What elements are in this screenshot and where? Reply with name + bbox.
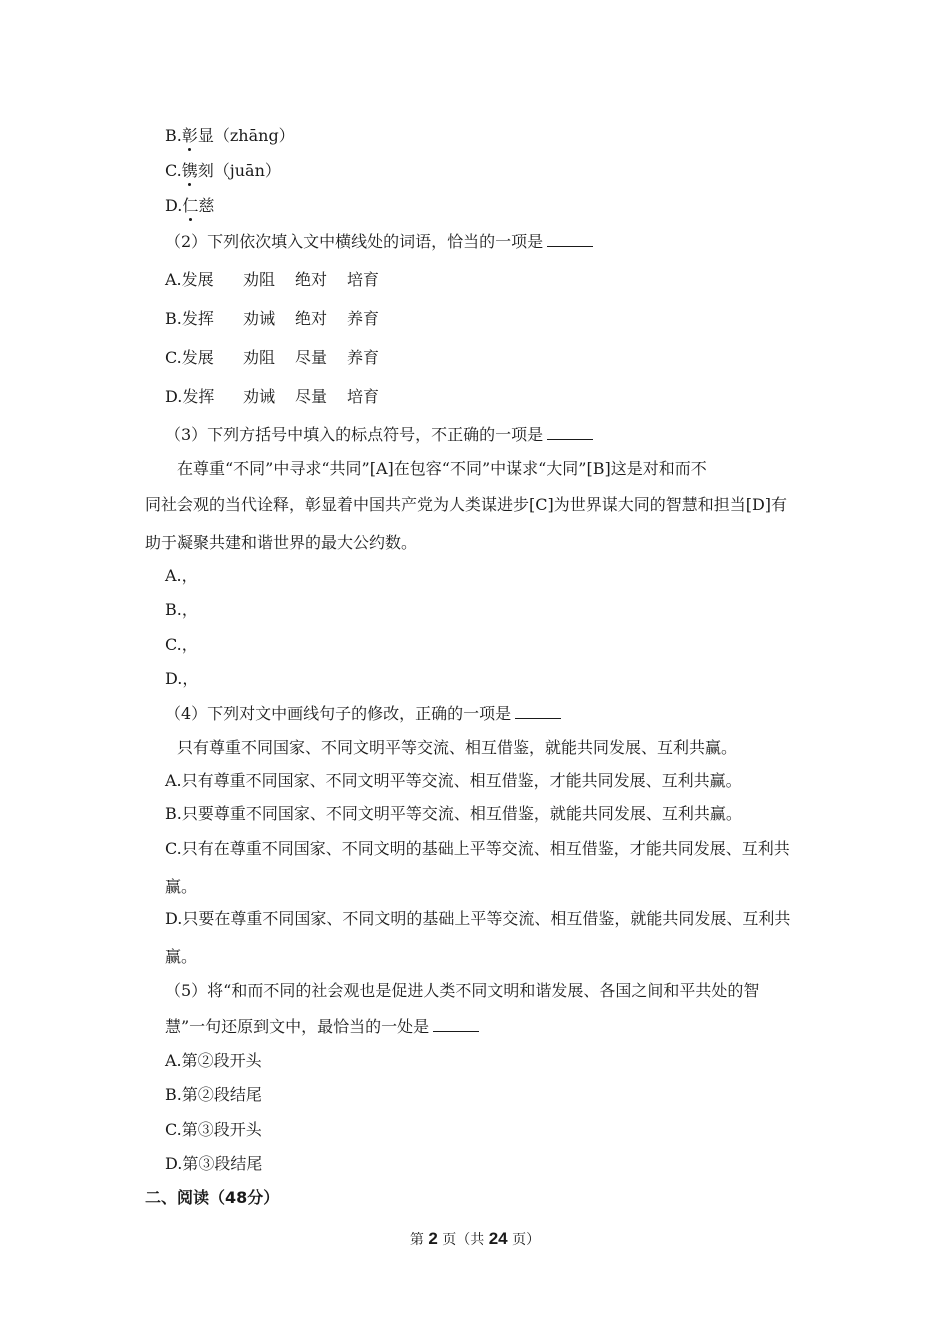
- q1-option-c: C.镌刻（juān）: [165, 161, 281, 180]
- q1-option-b: B.彰显（zhāng）: [165, 126, 295, 145]
- q3-passage-line: 助于凝聚共建和谐世界的最大公约数。: [145, 533, 418, 552]
- emphasis-dot-char: 镌: [181, 161, 198, 180]
- q4-option-b: B.只要尊重不同国家、不同文明平等交流、相互借鉴，就能共同发展、互利共赢。: [165, 804, 742, 823]
- q5-stem-cont: 慧”一句还原到文中，最恰当的一处是: [165, 1017, 479, 1037]
- q4-option-d: D.只要在尊重不同国家、不同文明的基础上平等交流、相互借鉴，就能共同发展、互利共: [165, 909, 791, 928]
- q5-stem: （5）将“和而不同的社会观也是促进人类不同文明和谐发展、各国之间和平共处的智: [165, 981, 760, 1000]
- q3-passage-line: 在尊重“不同”中寻求“共同”[A]在包容“不同”中谋求“大同”[B]这是对和而不: [177, 459, 707, 478]
- q2-option-d: D.发挥 劝诫 尽量 培育: [165, 387, 380, 406]
- q1-option-d: D.仁慈: [165, 196, 215, 215]
- page-number: 2: [428, 1229, 438, 1248]
- emphasis-dot-char: 彰: [181, 126, 198, 145]
- q5-option-b: B.第②段结尾: [165, 1085, 262, 1104]
- section-title: 二、阅读（48分）: [145, 1188, 280, 1207]
- q3-option-b: B.，: [165, 600, 198, 619]
- answer-blank: [547, 425, 593, 440]
- page-footer: 第 2 页（共 24 页）: [409, 1229, 541, 1248]
- q4-option-a: A.只有尊重不同国家、不同文明平等交流、相互借鉴，才能共同发展、互利共赢。: [165, 771, 742, 790]
- q3-option-d: D.，: [165, 669, 199, 688]
- q3-option-a: A.，: [165, 566, 198, 585]
- q4-sentence: 只有尊重不同国家、不同文明平等交流、相互借鉴，就能共同发展、互利共赢。: [177, 738, 738, 757]
- q2-option-b: B.发挥 劝诫 绝对 养育: [165, 309, 380, 328]
- q5-option-a: A.第②段开头: [165, 1051, 262, 1070]
- q4-option-c-cont: 赢。: [165, 877, 198, 896]
- q4-stem: （4）下列对文中画线句子的修改，正确的一项是: [165, 704, 561, 724]
- answer-blank: [515, 704, 561, 719]
- q2-option-a: A.发展 劝阻 绝对 培育: [165, 270, 380, 289]
- q3-stem: （3）下列方括号中填入的标点符号，不正确的一项是: [165, 425, 593, 445]
- emphasis-dot-char: 仁: [182, 196, 199, 215]
- answer-blank: [547, 232, 593, 247]
- q3-option-c: C.，: [165, 635, 198, 654]
- answer-blank: [433, 1017, 479, 1032]
- q4-option-c: C.只有在尊重不同国家、不同文明的基础上平等交流、相互借鉴，才能共同发展、互利共: [165, 839, 790, 858]
- q5-option-d: D.第③段结尾: [165, 1154, 263, 1173]
- q4-option-d-cont: 赢。: [165, 947, 198, 966]
- q2-option-c: C.发展 劝阻 尽量 养育: [165, 348, 380, 367]
- page-total: 24: [488, 1229, 508, 1248]
- q3-passage-line: 同社会观的当代诠释，彰显着中国共产党为人类谋进步[C]为世界谋大同的智慧和担当[D]有: [145, 495, 788, 514]
- q5-option-c: C.第③段开头: [165, 1120, 262, 1139]
- q2-stem: （2）下列依次填入文中横线处的词语，恰当的一项是: [165, 232, 593, 252]
